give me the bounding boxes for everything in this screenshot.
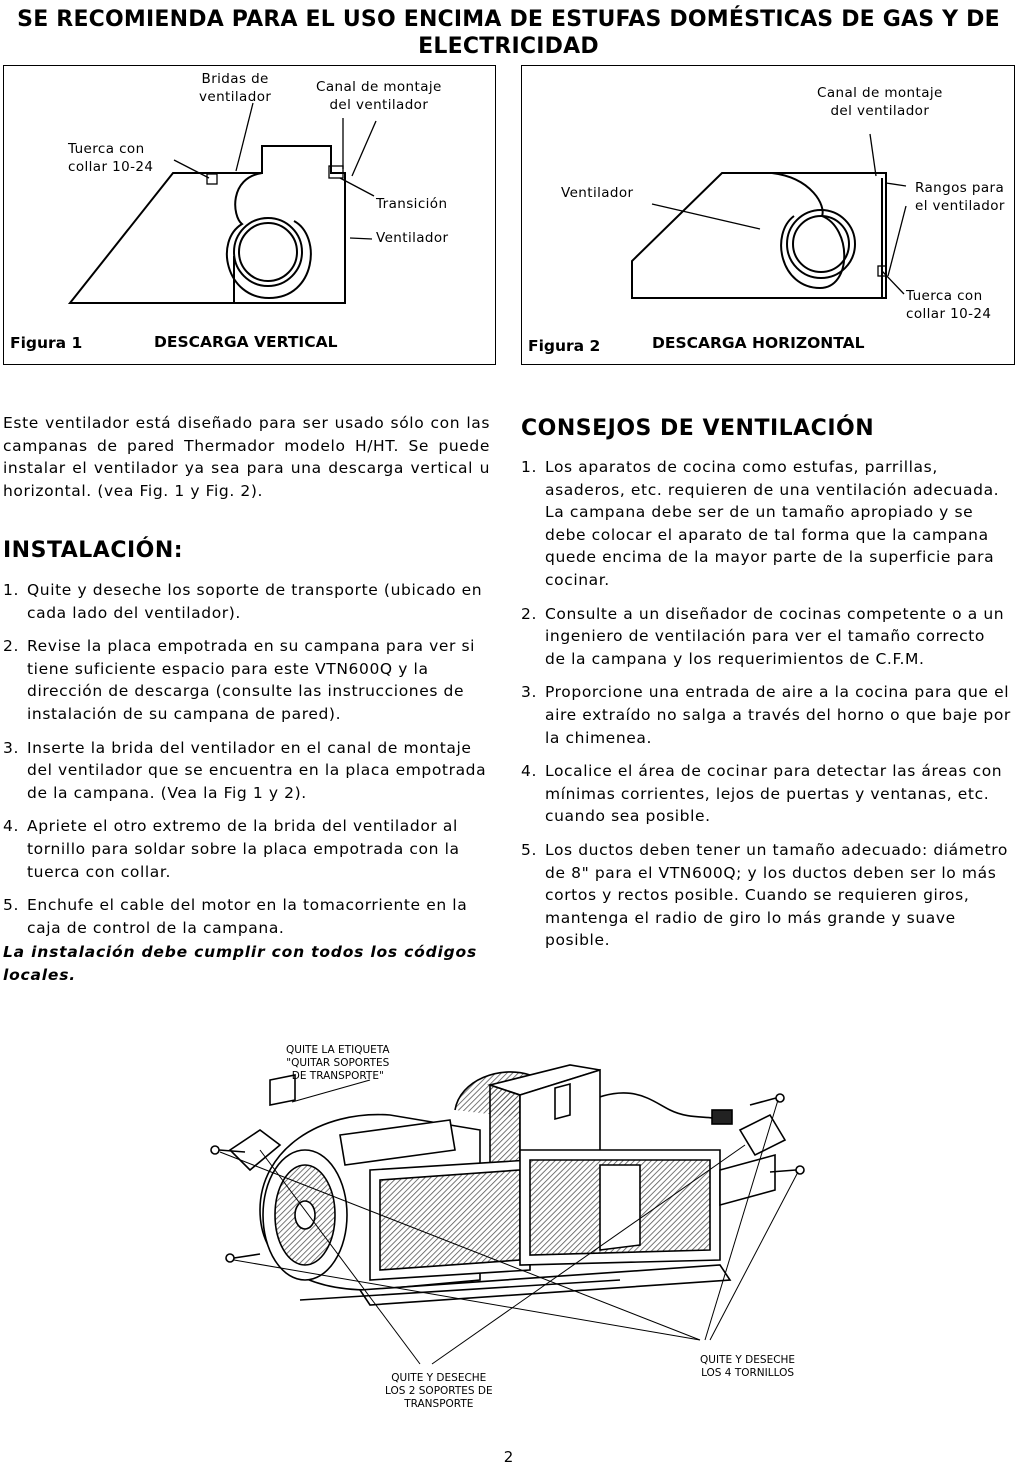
fig1-label-transicion: Transición [376,196,448,212]
fig2-label-ventilador: Ventilador [561,185,634,201]
fig2-caption-number: Figura 2 [528,337,601,355]
fig1-caption-number: Figura 1 [10,334,83,352]
fig1-label-bridas: Bridas de ventilador [199,71,272,105]
instalacion-steps [3,579,490,987]
list-item: 2. Revise la placa empotrada en su campana para ver si tiene suficiente espacio para este VTN600Q y la dirección de descarga (consulte las instrucciones de instalación de su campana de pared). [3,637,476,723]
consejos-heading: CONSEJOS DE VENTILACIÓN [521,416,875,441]
label-quite-etiqueta: QUITE LA ETIQUETA "QUITAR SOPORTES DE TRANSPORTE" [286,1044,390,1082]
page-number: 2 [503,1448,514,1466]
fig2-caption-title: DESCARGA HORIZONTAL [652,334,865,352]
fig2-label-rangos: Rangos para el ventilador [915,180,1005,214]
fig2-label-tuerca: Tuerca con collar 10-24 [906,288,992,322]
page-title-line1: SE RECOMIENDA PARA EL USO ENCIMA DE ESTUFAS DOMÉSTICAS DE GAS Y DE [17,7,1000,32]
page-title [0,6,1017,60]
list-item: 1. Quite y deseche los soporte de transporte (ubicado en cada lado del ventilador). [3,581,483,622]
page-title-line2: ELECTRICIDAD [418,34,599,59]
list-item: 3. Proporcione una entrada de aire a la cocina para que el aire extraído no salga a través del horno o que baje por la chimenea. [521,683,1011,747]
compliance-note: La instalación debe cumplir con todos los códigos locales. [3,943,477,984]
fig1-caption-title: DESCARGA VERTICAL [154,333,338,351]
instalacion-heading: INSTALACIÓN: [3,538,184,563]
figure-1 [3,65,496,365]
list-item: 1. Los aparatos de cocina como estufas, parrillas, asaderos, etc. requieren de una ventilación adecuada. La campana debe ser de un tamaño apropiado y se debe colocar el aparato de tal forma que la campana quede encima de la mayor parte de la superficie para cocinar. [521,458,1000,589]
list-item: 5. Los ductos deben tener un tamaño adecuado: diámetro de 8" para el VTN600Q; y los ductos deben ser lo más cortos y rectos posible. Cuando se requieren giros, mantenga el radio de giro lo más grande y suave posible. [521,840,1009,950]
consejos-list [521,456,1011,963]
label-quite-soportes: QUITE Y DESECHE LOS 2 SOPORTES DE TRANSPORTE [385,1372,493,1410]
label-quite-tornillos: QUITE Y DESECHE LOS 4 TORNILLOS [700,1354,796,1379]
fig1-label-ventilador: Ventilador [376,230,449,246]
figure-2 [521,65,1015,365]
list-item: 3. Inserte la brida del ventilador en el canal de montaje del ventilador que se encuentra en la placa empotrada de la campana. (Vea la Fig 1 y 2). [3,738,487,802]
list-item: 4. Localice el área de cocinar para detectar las áreas con mínimas corrientes, lejos de puertas y ventanas, etc. cuando sea posible. [521,762,1003,826]
list-item: 4. Apriete el otro extremo de la brida del ventilador al tornillo para soldar sobre la placa empotrada con la tuerca con collar. [3,817,460,881]
fig2-label-canal: Canal de montaje del ventilador [817,85,943,119]
blower-exploded-drawing [200,1040,820,1380]
intro-paragraph: Este ventilador está diseñado para ser usado sólo con las campanas de pared Thermador modelo H/HT. Se puede instalar el ventilador ya sea para una descarga vertical u horizontal. (vea Fig. 1 y Fig. 2). [3,414,490,500]
list-item: 2. Consulte a un diseñador de cocinas competente o a un ingeniero de ventilación para ver el tamaño correcto de la campana y los requerimientos de C.F.M. [521,604,1005,668]
fig1-label-tuerca: Tuerca con collar 10-24 [68,141,154,175]
fig1-label-canal: Canal de montaje del ventilador [316,79,442,113]
list-item: 5. Enchufe el cable del motor en la tomacorriente en la caja de control de la campana. [3,896,468,937]
